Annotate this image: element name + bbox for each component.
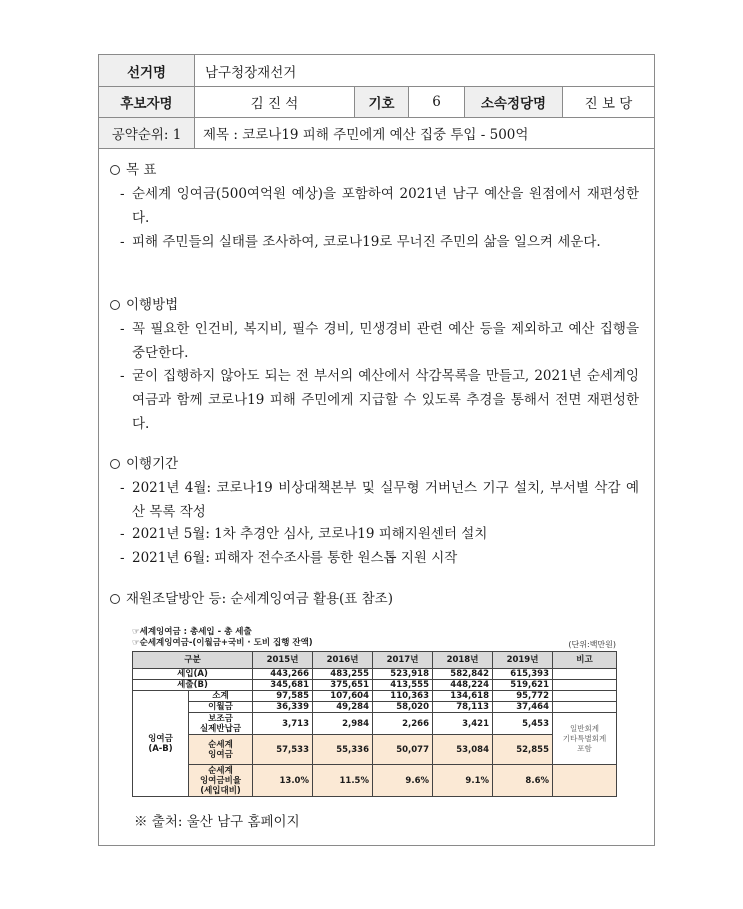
table-note: ☞순세계잉여금-(이월금+국비 · 도비 집행 잔액) [132,638,313,648]
period-item: - 2021년 5월: 1차 추경안 심사, 코로나19 피해지원센터 설치 [120,526,488,542]
funding-heading: 재원조달방안 등: 순세계잉여금 활용(표 참조) [110,588,393,610]
period-heading: 이행기간 [110,453,178,475]
election-row [99,55,654,87]
table-header-row [133,652,617,669]
header-cell: 구분 [133,652,253,669]
period-item: - 2021년 6월: 피해자 전수조사를 통한 원스톱 지원 시작 [120,550,458,566]
surplus-data-table [132,651,617,797]
table-row: 순세계 잉여금 57,533 55,336 50,077 53,084 52,855 [133,735,617,765]
goal-heading: 목 표 [110,159,156,181]
candidate-label: 후보자명 [99,87,195,117]
method-item: - 굳이 집행하지 않아도 되는 전 부서의 예산에서 삭감목록을 만들고, 2021년 순세계잉여금과 함께 코로나19 피해 주민에게 지급할 수 있도록 추경을 통해서 전면 재편성한다. [120,368,639,432]
party-label: 소속정당명 [465,87,563,117]
header-cell: 비고 [553,652,617,669]
method-heading: 이행방법 [110,294,178,316]
party-value: 진 보 당 [584,96,633,112]
table-unit: (단위:백만원) [568,640,616,649]
header-cell: 2019년 [493,652,553,669]
table-row: 세입(A) 443,266 483,255 523,918 582,842 615,393 [133,669,617,680]
table-row: 순세계 잉여금비율 (세입대비) 13.0% 11.5% 9.6% 9.1% 8.6% [133,765,617,797]
election-label: 선거명 [99,55,195,86]
circle-bullet-icon [110,594,120,604]
candidate-row [99,87,654,118]
symbol-value: 6 [409,87,465,117]
remark-cell: 일반회계 기타특별회계 포함 [553,713,617,765]
table-row: 보조금 실제반납금 3,713 2,984 2,266 3,421 5,453 일반회계 기타특별회계 포함 [133,713,617,735]
pledge-title: 제목 : 코로나19 피해 주민에게 예산 집중 투입 - 500억 [203,127,529,143]
header-cell: 2017년 [373,652,433,669]
circle-bullet-icon [110,300,120,310]
table-note: ☞세계잉여금 : 총세입 - 총 세출 [132,627,252,637]
goal-item: - 피해 주민들의 실태를 조사하여, 코로나19로 무너진 주민의 삶을 일으켜 세운다. [120,234,601,250]
table-row: 이월금 36,339 49,284 58,020 78,113 37,464 [133,702,617,713]
candidate-value: 김 진 석 [195,87,355,117]
circle-bullet-icon [110,165,120,175]
circle-bullet-icon [110,459,120,469]
surplus-table [132,627,616,797]
header-cell: 2015년 [253,652,313,669]
method-item: - 꼭 필요한 인건비, 복지비, 필수 경비, 민생경비 관련 예산 등을 제외하고 예산 집행을 중단한다. [120,321,639,361]
table-row: 세출(B) 345,681 375,651 413,555 448,224 519,621 [133,680,617,691]
symbol-label: 기호 [355,87,409,117]
rank-label: 공약순위: 1 [99,118,195,148]
source-note: ※ 출처: 울산 남구 홈페이지 [134,814,300,830]
period-item: - 2021년 4월: 코로나19 비상대책본부 및 실무형 거버넌스 기구 설치, 부서별 삭감 예산 목록 작성 [120,480,639,520]
table-row: 잉여금 (A-B) 소계 97,585 107,604 110,363 134,618 95,772 [133,691,617,702]
election-value: 남구청장재선거 [205,64,297,81]
header-cell: 2016년 [313,652,373,669]
header-cell: 2018년 [433,652,493,669]
goal-item: - 순세계 잉여금(500여억원 예상)을 포함하여 2021년 남구 예산을 원점에서 재편성한다. [120,186,639,226]
title-row [99,118,654,149]
